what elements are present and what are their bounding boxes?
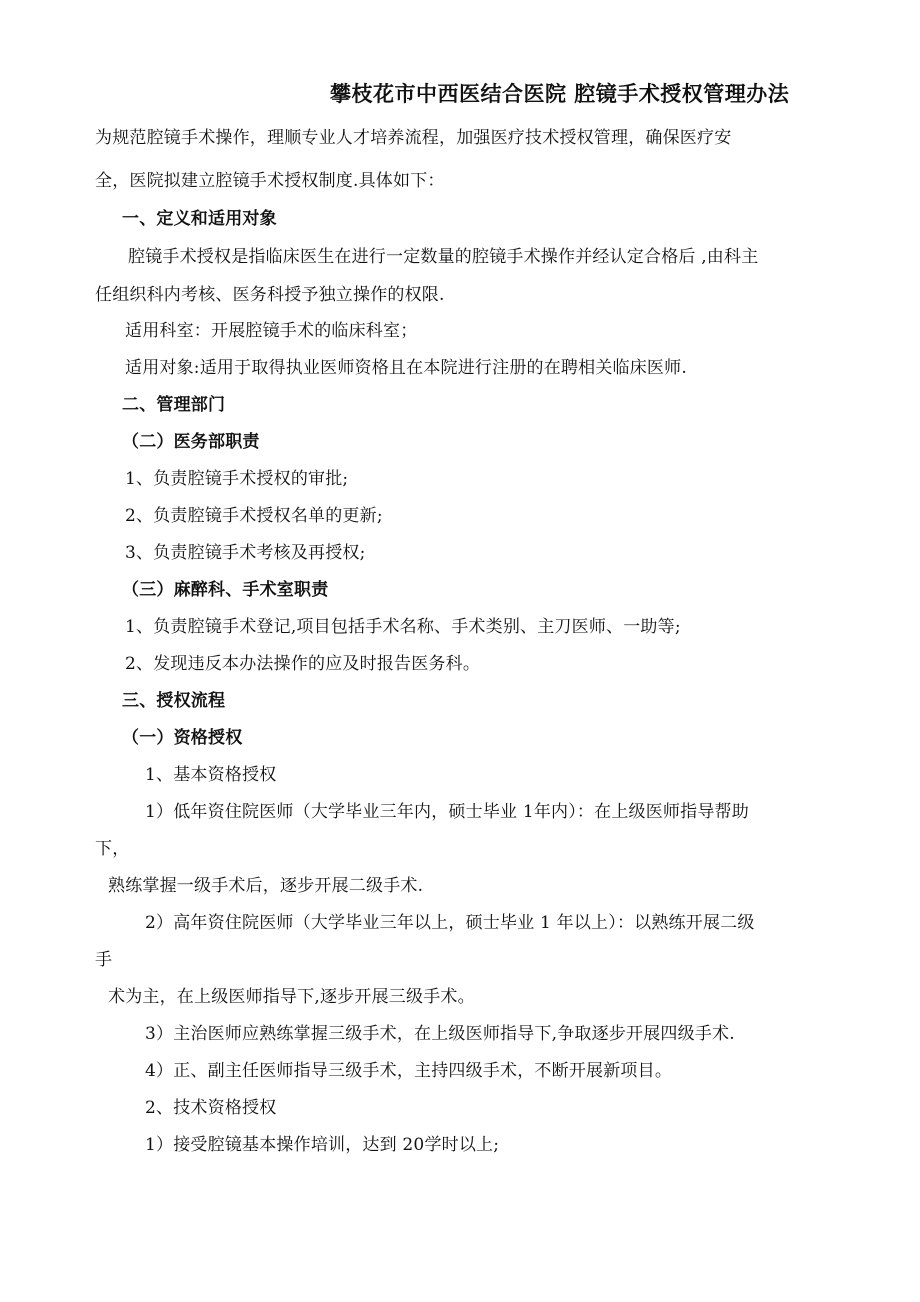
applicable-departments: 适用科室：开展腔镜手术的临床科室； bbox=[125, 321, 418, 341]
section-3-heading: 三、授权流程 bbox=[122, 691, 226, 711]
medical-dept-item-1: 1、负责腔镜手术授权的审批; bbox=[125, 469, 349, 489]
page-title: 攀枝花市中西医结合医院 腔镜手术授权管理办法 bbox=[330, 82, 790, 106]
anesthesia-dept-heading: （三）麻醉科、手术室职责 bbox=[122, 580, 329, 600]
technical-item-1: 1）接受腔镜基本操作培训，达到 20学时以上; bbox=[145, 1135, 500, 1155]
anesthesia-dept-item-2: 2、发现违反本办法操作的应及时报告医务科。 bbox=[125, 654, 481, 674]
section-2-heading: 二、管理部门 bbox=[122, 395, 226, 415]
basic-item-1-line-1: 1）低年资住院医师（大学毕业三年内，硕士毕业 1年内）：在上级医师指导帮助 bbox=[145, 802, 749, 822]
definition-line-1: 腔镜手术授权是指临床医生在进行一定数量的腔镜手术操作并经认定合格后 ,由科主 bbox=[128, 247, 759, 267]
basic-item-2-line-2: 手 bbox=[95, 950, 113, 970]
basic-item-1-line-2: 下， bbox=[95, 839, 130, 859]
definition-line-2: 任组织科内考核、医务科授予独立操作的权限. bbox=[95, 285, 445, 305]
applicable-objects: 适用对象:适用于取得执业医师资格且在本院进行注册的在聘相关临床医师. bbox=[125, 358, 687, 378]
intro-line-2: 全，医院拟建立腔镜手术授权制度.具体如下： bbox=[95, 171, 445, 191]
basic-item-2-line-1: 2）高年资住院医师（大学毕业三年以上，硕士毕业 1 年以上）：以熟练开展二级 bbox=[145, 913, 755, 933]
basic-item-3: 3）主治医师应熟练掌握三级手术，在上级医师指导下,争取逐步开展四级手术. bbox=[145, 1024, 735, 1044]
intro-line-1: 为规范腔镜手术操作，理顺专业人才培养流程，加强医疗技术授权管理，确保医疗安 bbox=[95, 128, 732, 148]
basic-item-2-line-3: 术为主，在上级医师指导下,逐步开展三级手术。 bbox=[108, 987, 475, 1007]
medical-dept-heading: （二）医务部职责 bbox=[122, 432, 260, 452]
section-1-heading: 一、定义和适用对象 bbox=[122, 209, 277, 229]
qualification-heading: （一）资格授权 bbox=[122, 728, 243, 748]
medical-dept-item-2: 2、负责腔镜手术授权名单的更新; bbox=[125, 506, 383, 526]
anesthesia-dept-item-1: 1、负责腔镜手术登记,项目包括手术名称、手术类别、主刀医师、一助等; bbox=[125, 617, 681, 637]
basic-item-1-line-3: 熟练掌握一级手术后，逐步开展二级手术. bbox=[108, 876, 424, 896]
basic-item-4: 4）正、副主任医师指导三级手术，主持四级手术，不断开展新项目。 bbox=[145, 1061, 673, 1081]
technical-qualification-heading: 2、技术资格授权 bbox=[145, 1098, 277, 1118]
medical-dept-item-3: 3、负责腔镜手术考核及再授权; bbox=[125, 543, 366, 563]
basic-qualification-heading: 1、基本资格授权 bbox=[145, 765, 277, 785]
